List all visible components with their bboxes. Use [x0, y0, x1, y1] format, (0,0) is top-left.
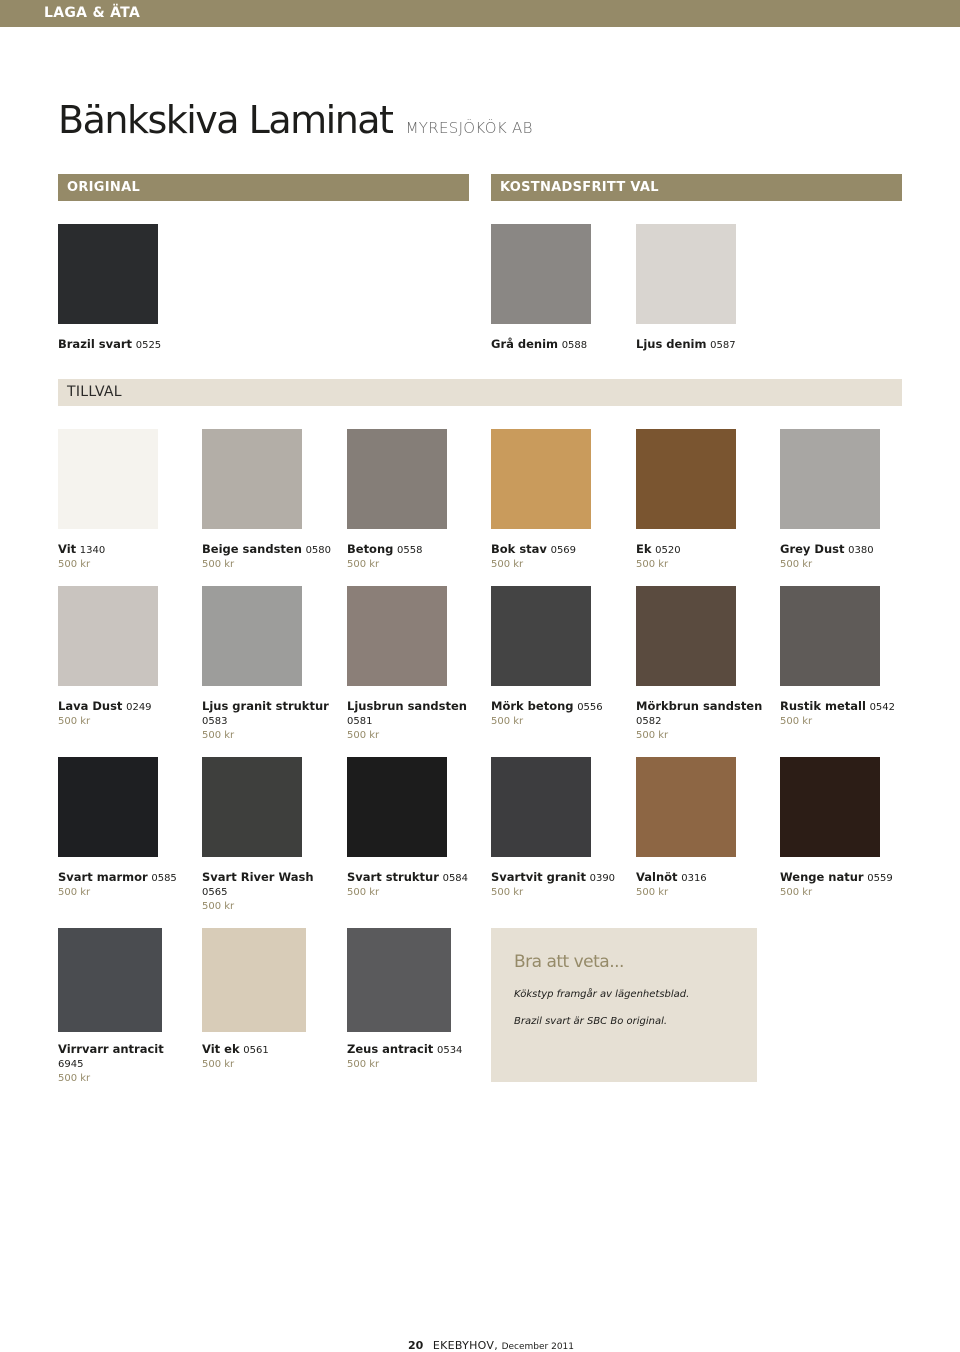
issue-date: December 2011	[501, 1342, 574, 1352]
swatch-name: Svart struktur	[347, 870, 439, 884]
swatch-image	[58, 429, 158, 529]
swatch-item-bok-stav	[491, 429, 631, 572]
swatch-item-vit-ek	[202, 928, 342, 1072]
swatch-label	[491, 542, 631, 558]
section-header-label: LAGA & ÄTA	[44, 5, 141, 21]
swatch-price: 500 kr	[347, 559, 380, 570]
swatch-code: 0581	[347, 716, 373, 727]
swatch-image	[491, 586, 591, 686]
swatch-name: Mörk betong	[491, 699, 574, 713]
swatch-name: Beige sandsten	[202, 542, 302, 556]
swatch-code: 0558	[397, 545, 423, 556]
swatch-image	[636, 586, 736, 686]
swatch-code: 1340	[79, 545, 106, 556]
page-footer	[408, 1339, 574, 1352]
swatch-item-virrvarr-antracit	[58, 928, 198, 1086]
swatch-price: 500 kr	[58, 887, 91, 898]
swatch-item-wenge-natur	[780, 757, 920, 900]
section-bar-original	[58, 174, 469, 201]
swatch-price: 500 kr	[202, 901, 235, 912]
swatch-image	[58, 757, 158, 857]
swatch-item-ek	[636, 429, 776, 572]
swatch-code: 0585	[151, 873, 177, 884]
swatch-code: 0584	[442, 873, 469, 884]
page-title	[58, 98, 533, 142]
swatch-price: 500 kr	[636, 887, 669, 898]
swatch-label	[636, 870, 776, 886]
swatch-item-svart-marmor	[58, 757, 198, 900]
swatch-label	[347, 870, 487, 886]
swatch-label	[202, 1042, 342, 1058]
swatch-image	[491, 429, 591, 529]
swatch-image	[780, 586, 880, 686]
swatch-image	[636, 224, 736, 324]
swatch-image	[202, 757, 302, 857]
swatch-label	[58, 870, 198, 886]
swatch-label	[780, 870, 920, 886]
swatch-item-svart-struktur	[347, 757, 487, 900]
swatch-label	[202, 542, 342, 558]
swatch-label	[202, 870, 342, 900]
swatch-name: Vit ek	[202, 1042, 240, 1056]
swatch-label	[347, 542, 487, 558]
swatch-price: 500 kr	[636, 730, 669, 741]
section-bar-optional	[58, 379, 902, 406]
swatch-label	[780, 542, 920, 558]
swatch-item-rustik-metall	[780, 586, 920, 729]
swatch-name: Betong	[347, 542, 394, 556]
swatch-label	[58, 1042, 198, 1072]
swatch-price: 500 kr	[347, 1059, 380, 1070]
swatch-name: Rustik metall	[780, 699, 866, 713]
swatch-name: Zeus antracit	[347, 1042, 434, 1056]
swatch-image	[202, 429, 302, 529]
swatch-image	[491, 224, 591, 324]
page-number: 20	[408, 1339, 424, 1352]
swatch-code: 0588	[561, 340, 588, 351]
swatch-code: 0534	[436, 1045, 463, 1056]
swatch-image	[58, 928, 162, 1032]
swatch-name: Grey Dust	[780, 542, 845, 556]
swatch-price: 500 kr	[491, 887, 524, 898]
swatch-code: 0587	[710, 340, 736, 351]
swatch-code: 0582	[636, 716, 662, 727]
swatch-image	[202, 586, 302, 686]
swatch-item-gra-denim	[491, 224, 631, 353]
swatch-code: 0380	[848, 545, 874, 556]
page-title-supplier: MYRESJÖKÖK AB	[405, 119, 533, 137]
swatch-name: Svart marmor	[58, 870, 148, 884]
swatch-price: 500 kr	[202, 1059, 235, 1070]
swatch-label	[58, 699, 198, 715]
info-heading: Bra att veta...	[514, 952, 624, 972]
swatch-code: 0569	[550, 545, 577, 556]
section-bar-free-choice	[491, 174, 902, 201]
swatch-name: Ljus granit struktur	[202, 699, 329, 713]
swatch-label	[347, 699, 487, 729]
swatch-image	[202, 928, 306, 1032]
swatch-code: 0390	[589, 873, 616, 884]
swatch-price: 500 kr	[780, 887, 813, 898]
swatch-label	[636, 699, 776, 729]
swatch-price: 500 kr	[636, 559, 669, 570]
swatch-item-svartvit-granit	[491, 757, 631, 900]
swatch-code: 0559	[867, 873, 893, 884]
swatch-label	[780, 699, 920, 715]
swatch-image	[58, 586, 158, 686]
swatch-label	[202, 699, 342, 729]
swatch-price: 500 kr	[780, 559, 813, 570]
info-box	[491, 928, 757, 1082]
swatch-label	[58, 337, 198, 353]
swatch-price: 500 kr	[780, 716, 813, 727]
swatch-item-morkbrun-sandsten	[636, 586, 776, 743]
top-header-bar	[0, 0, 960, 27]
swatch-image	[347, 757, 447, 857]
swatch-item-ljus-granit-struktur	[202, 586, 342, 743]
info-line-kitchen-type: Kökstyp framgår av lägenhetsblad.	[514, 989, 690, 1000]
swatch-code: 0542	[869, 702, 896, 713]
swatch-name: Lava Dust	[58, 699, 123, 713]
swatch-label	[636, 542, 776, 558]
swatch-image	[636, 757, 736, 857]
section-title-free-choice: KOSTNADSFRITT VAL	[500, 180, 659, 195]
swatch-item-betong	[347, 429, 487, 572]
swatch-name: Bok stav	[491, 542, 547, 556]
swatch-code: 0316	[681, 873, 707, 884]
swatch-name: Grå denim	[491, 337, 559, 351]
swatch-item-vit	[58, 429, 198, 572]
swatch-image	[347, 928, 451, 1032]
swatch-image	[58, 224, 158, 324]
section-title-original: ORIGINAL	[67, 180, 141, 195]
swatch-code: 0561	[243, 1045, 269, 1056]
swatch-price: 500 kr	[58, 559, 91, 570]
swatch-price: 500 kr	[491, 559, 524, 570]
swatch-item-valnot	[636, 757, 776, 900]
swatch-image	[347, 586, 447, 686]
swatch-name: Ljusbrun sandsten	[347, 699, 467, 713]
swatch-label	[347, 1042, 487, 1058]
swatch-code: 0520	[655, 545, 681, 556]
magazine-name: EKEBYHOV,	[432, 1339, 499, 1352]
swatch-image	[347, 429, 447, 529]
swatch-label	[491, 699, 631, 715]
swatch-label	[491, 337, 631, 353]
swatch-name: Vit	[58, 542, 77, 556]
swatch-code: 0580	[305, 545, 332, 556]
info-line-original: Brazil svart är SBC Bo original.	[514, 1016, 668, 1027]
page-title-main: Bänkskiva Laminat	[58, 98, 393, 142]
section-title-optional: TILLVAL	[67, 384, 122, 400]
swatch-price: 500 kr	[202, 559, 235, 570]
swatch-name: Mörkbrun sandsten	[636, 699, 763, 713]
swatch-price: 500 kr	[202, 730, 235, 741]
swatch-name: Wenge natur	[780, 870, 864, 884]
swatch-item-zeus-antracit	[347, 928, 487, 1072]
swatch-item-mork-betong	[491, 586, 631, 729]
swatch-item-ljusbrun-sandsten	[347, 586, 487, 743]
swatch-name: Valnöt	[636, 870, 678, 884]
swatch-item-ljus-denim	[636, 224, 776, 353]
swatch-price: 500 kr	[347, 887, 380, 898]
swatch-item-svart-river-wash	[202, 757, 342, 914]
swatch-price: 500 kr	[491, 716, 524, 727]
swatch-item-beige-sandsten	[202, 429, 342, 572]
swatch-code: 0249	[126, 702, 152, 713]
swatch-image	[491, 757, 591, 857]
swatch-image	[636, 429, 736, 529]
swatch-name: Brazil svart	[58, 337, 133, 351]
swatch-code: 0565	[202, 887, 228, 898]
swatch-price: 500 kr	[58, 716, 91, 727]
swatch-price: 500 kr	[58, 1073, 91, 1084]
swatch-name: Ljus denim	[636, 337, 707, 351]
swatch-label	[58, 542, 198, 558]
swatch-code: 0583	[202, 716, 228, 727]
swatch-name: Ek	[636, 542, 652, 556]
swatch-image	[780, 429, 880, 529]
swatch-item-grey-dust	[780, 429, 920, 572]
swatch-item-brazil-svart	[58, 224, 198, 353]
swatch-item-lava-dust	[58, 586, 198, 729]
swatch-code: 0525	[135, 340, 162, 351]
swatch-name: Svartvit granit	[491, 870, 586, 884]
swatch-price: 500 kr	[347, 730, 380, 741]
swatch-code: 0556	[577, 702, 603, 713]
swatch-label	[491, 870, 631, 886]
swatch-label	[636, 337, 776, 353]
swatch-name: Virrvarr antracit	[58, 1042, 164, 1056]
swatch-code: 6945	[58, 1059, 84, 1070]
swatch-image	[780, 757, 880, 857]
swatch-name: Svart River Wash	[202, 870, 314, 884]
